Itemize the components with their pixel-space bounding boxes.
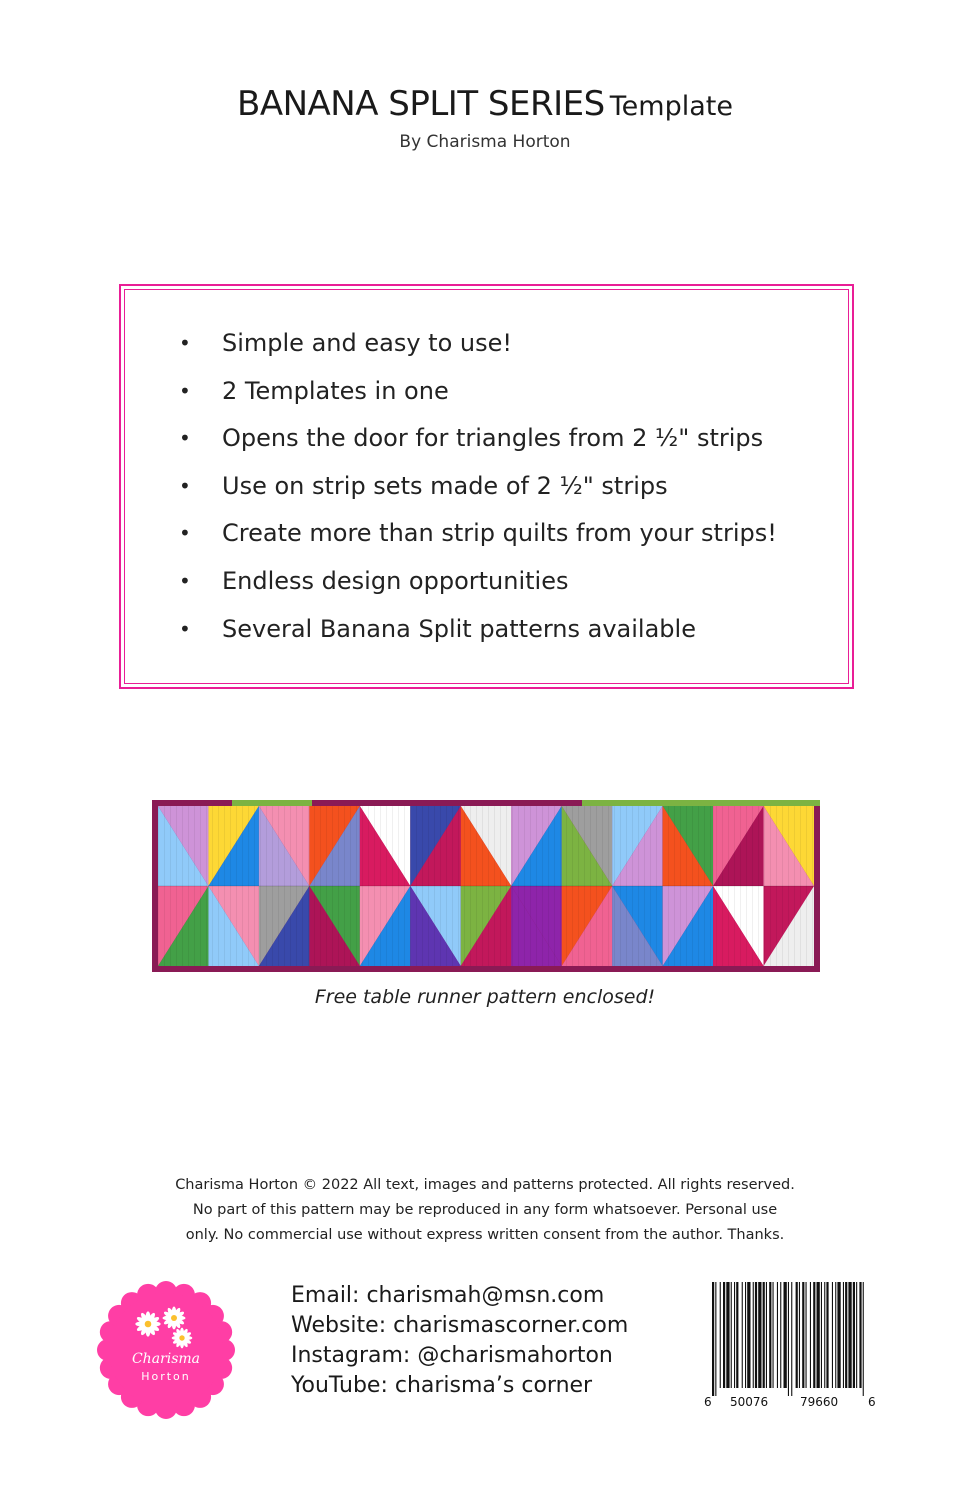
- copyright-line: only. No commercial use without express written consent from the author. Thanks.: [185, 1227, 785, 1243]
- feature-item: [179, 423, 777, 471]
- feature-text: Simple and easy to use!: [222, 329, 512, 357]
- feature-item: [179, 376, 777, 424]
- copyright-line: Charisma Horton © 2022 All text, images and patterns protected. All rights reserved.: [175, 1177, 795, 1193]
- bullet-icon: •: [179, 568, 191, 593]
- title-main: BANANA SPLIT SERIES: [237, 84, 605, 124]
- feature-text: 2 Templates in one: [222, 376, 449, 405]
- feature-item: [179, 471, 777, 519]
- feature-text: Use on strip sets made of 2 ½" strips: [222, 471, 668, 500]
- contact-info: [291, 1281, 628, 1401]
- barcode-digit-left: 6: [704, 1395, 712, 1409]
- feature-item: [179, 328, 777, 376]
- bullet-icon: •: [179, 616, 191, 641]
- bullet-icon: •: [179, 473, 191, 498]
- bullet-icon: •: [179, 378, 191, 403]
- logo-text-charisma: Charisma: [131, 1351, 201, 1367]
- feature-item: [179, 566, 777, 614]
- feature-text: Endless design opportunities: [222, 566, 569, 595]
- barcode-group-2: 79660: [800, 1395, 839, 1409]
- copyright-notice: [0, 1173, 970, 1248]
- barcode-digit-right: 6: [868, 1395, 876, 1409]
- bullet-icon: •: [179, 331, 191, 355]
- table-runner-photo: [152, 800, 820, 972]
- barcode-group-1: 50076: [730, 1395, 769, 1409]
- feature-text: Several Banana Split patterns available: [222, 614, 696, 643]
- contact-instagram: Instagram: @charismahorton: [291, 1343, 613, 1368]
- copyright-line: No part of this pattern may be reproduced in any form whatsoever. Personal use: [192, 1202, 778, 1218]
- charisma-horton-logo: [96, 1280, 236, 1420]
- feature-item: [179, 614, 777, 662]
- feature-box: [119, 284, 854, 689]
- author-byline: By Charisma Horton: [399, 132, 571, 152]
- bullet-icon: •: [179, 426, 191, 451]
- bullet-icon: •: [179, 521, 191, 546]
- feature-item: [179, 518, 777, 566]
- feature-list: [179, 328, 777, 661]
- contact-website: Website: charismascorner.com: [291, 1313, 629, 1338]
- image-caption: Free table runner pattern enclosed!: [314, 986, 656, 1008]
- contact-email: Email: charismah@msn.com: [291, 1283, 605, 1308]
- logo-text-horton: Horton: [141, 1370, 191, 1383]
- feature-text: Create more than strip quilts from your strips!: [222, 519, 777, 548]
- barcode: [700, 1280, 880, 1410]
- page-title: [0, 84, 970, 124]
- title-suffix: Template: [609, 91, 733, 122]
- feature-text: Opens the door for triangles from 2 ½" strips: [222, 424, 764, 453]
- contact-youtube: YouTube: charisma’s corner: [291, 1373, 593, 1398]
